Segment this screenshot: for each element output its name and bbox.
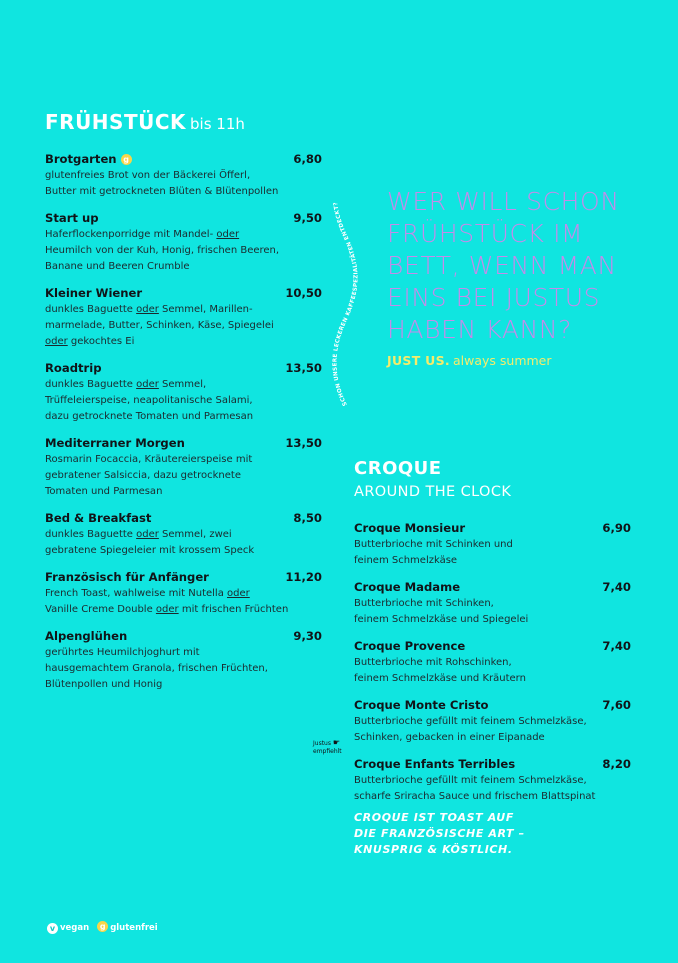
menu-item-head xyxy=(354,635,631,654)
croque-menu xyxy=(354,517,631,812)
description-line xyxy=(354,596,631,612)
menu-item-name-wrap xyxy=(354,694,488,713)
croque-note xyxy=(354,810,554,858)
wavy-text-path: SCHON UNSERE LECKEREN KAFFEESPEZIALITÄTEN ENTDECKT? xyxy=(332,201,360,407)
description-line xyxy=(45,602,322,618)
description-text: oder xyxy=(227,588,250,599)
description-text: oder xyxy=(216,229,240,240)
description-text: dunkles Baguette xyxy=(45,529,137,540)
menu-item-name-wrap xyxy=(45,625,127,644)
menu-item-name: Bed & Breakfast xyxy=(45,511,152,525)
description-text: dunkles Baguette xyxy=(45,304,137,315)
description-text: Vanille Creme Double xyxy=(45,604,156,615)
fruehstueck-title xyxy=(45,110,245,134)
menu-item xyxy=(45,148,322,200)
note-line: DIE FRANZÖSISCHE ART – xyxy=(354,827,525,840)
description-text: dazu getrocknete Tomaten und Parmesan xyxy=(45,411,254,422)
menu-item-description xyxy=(45,168,322,200)
menu-item-description xyxy=(354,655,631,687)
description-line xyxy=(354,789,631,805)
description-line xyxy=(45,645,322,661)
recommend-line2: empfiehlt xyxy=(313,748,342,755)
description-text: oder xyxy=(136,379,159,390)
description-text: gebratene Spiegeleier mit krossem Speck xyxy=(45,545,255,556)
description-text: Semmel, xyxy=(158,379,207,390)
menu-item-price: 9,50 xyxy=(293,211,322,225)
svg-text:SCHON UNSERE LECKEREN KAFFEESP xyxy=(332,202,359,407)
description-line xyxy=(45,543,322,559)
tagline xyxy=(387,353,552,368)
description-text: Haferflockenporridge mit Mandel- xyxy=(45,229,217,240)
description-text: Rosmarin Focaccia, Kräutereierspeise mit xyxy=(45,454,253,465)
description-text: Banane und Beeren Crumble xyxy=(45,261,190,272)
description-text: oder xyxy=(155,604,179,615)
menu-item-price: 11,20 xyxy=(285,570,322,584)
description-line xyxy=(45,302,322,318)
menu-item-description xyxy=(45,527,322,559)
menu-item xyxy=(354,576,631,628)
diet-legend xyxy=(47,921,166,934)
menu-item xyxy=(45,432,322,500)
vegan-icon: v xyxy=(47,923,58,934)
menu-item-description xyxy=(45,586,322,618)
description-text: gekochtes Ei xyxy=(67,336,135,347)
croque-subtitle: AROUND THE CLOCK xyxy=(354,484,512,500)
description-line xyxy=(45,661,322,677)
menu-item-price: 6,90 xyxy=(602,521,631,535)
menu-item-head xyxy=(45,507,322,526)
description-text: Butterbrioche mit Rohschinken, xyxy=(354,657,512,668)
menu-item-name: Croque Enfants Terribles xyxy=(354,757,516,771)
description-text: oder xyxy=(45,336,68,347)
menu-item-name: Kleiner Wiener xyxy=(45,286,143,300)
menu-item xyxy=(45,207,322,275)
description-text: feinem Schmelzkäse xyxy=(354,555,458,566)
menu-item-name-wrap xyxy=(45,282,142,301)
menu-item-head xyxy=(354,753,631,772)
menu-item-description xyxy=(45,302,322,350)
description-text: oder xyxy=(136,304,159,315)
description-line xyxy=(45,393,322,409)
menu-item xyxy=(45,357,322,425)
description-text: oder xyxy=(136,529,159,540)
description-text: Butter mit getrockneten Blüten & Blütenpollen xyxy=(45,186,279,197)
menu-item xyxy=(45,625,322,693)
description-line xyxy=(45,677,322,693)
croque-title: CROQUE xyxy=(354,458,442,479)
recommend-line1: Justus xyxy=(313,740,331,747)
description-line xyxy=(45,243,322,259)
brand-name: JUST US. xyxy=(387,353,450,368)
headline-quote: WER WILL SCHON FRÜHSTÜCK IM BETT, WENN MAN EINS BEI JUSTUS HABEN KANN? xyxy=(387,187,620,344)
menu-item-name-wrap xyxy=(354,576,460,595)
description-line xyxy=(45,586,322,602)
menu-item-name: Croque Monsieur xyxy=(354,521,466,535)
description-text: mit frischen Früchten xyxy=(178,604,289,615)
glutenfree-icon: g xyxy=(97,921,108,932)
description-line xyxy=(354,671,631,687)
menu-item xyxy=(45,566,322,618)
menu-item-price: 6,80 xyxy=(293,152,322,166)
menu-item-name-wrap xyxy=(354,753,515,772)
menu-item-name: Französisch für Anfänger xyxy=(45,570,209,584)
description-text: Heumilch von der Kuh, Honig, frischen Beeren, xyxy=(45,245,280,256)
menu-item-name: Start up xyxy=(45,211,99,225)
menu-item-description xyxy=(45,377,322,425)
description-text: Semmel, Marillen- xyxy=(158,304,253,315)
description-line xyxy=(45,168,322,184)
description-text: French Toast, wahlweise mit Nutella xyxy=(45,588,228,599)
menu-item-name-wrap xyxy=(45,357,102,376)
menu-item-name-wrap xyxy=(45,507,151,526)
fruehstueck-title-text: FRÜHSTÜCK xyxy=(45,110,187,134)
description-text: Blütenpollen und Honig xyxy=(45,679,163,690)
description-text: Butterbrioche gefüllt mit feinem Schmelzkäse, xyxy=(354,775,587,786)
description-text: feinem Schmelzkäse und Kräutern xyxy=(354,673,526,684)
menu-item-head xyxy=(45,357,322,376)
menu-item xyxy=(354,635,631,687)
menu-item-name: Roadtrip xyxy=(45,361,102,375)
menu-item xyxy=(354,694,631,746)
description-text: Tomaten und Parmesan xyxy=(45,486,163,497)
menu-item-name: Croque Madame xyxy=(354,580,461,594)
menu-item-head xyxy=(354,694,631,713)
description-line xyxy=(354,730,631,746)
menu-item-description xyxy=(45,452,322,500)
menu-item-name-wrap xyxy=(354,635,465,654)
description-line xyxy=(45,259,322,275)
menu-item-head xyxy=(45,432,322,451)
menu-item-name: Mediterraner Morgen xyxy=(45,436,185,450)
menu-item-head xyxy=(354,576,631,595)
description-line xyxy=(45,452,322,468)
description-line xyxy=(354,553,631,569)
menu-item-description xyxy=(354,537,631,569)
menu-item-head xyxy=(45,148,322,167)
tagline-text: always summer xyxy=(452,353,552,368)
menu-item-price: 9,30 xyxy=(293,629,322,643)
menu-item-description xyxy=(354,773,631,805)
description-line xyxy=(45,527,322,543)
description-text: Semmel, zwei xyxy=(158,529,232,540)
menu-item xyxy=(354,517,631,569)
description-text: Butterbrioche gefüllt mit feinem Schmelzkäse, xyxy=(354,716,587,727)
description-text: Trüffeleierspeise, neapolitanische Salami, xyxy=(45,395,253,406)
menu-item-description xyxy=(45,227,322,275)
menu-item-name: Croque Monte Cristo xyxy=(354,698,489,712)
description-line xyxy=(354,655,631,671)
description-line xyxy=(45,227,322,243)
pointing-hand-icon: ☛ xyxy=(332,738,341,747)
description-line xyxy=(354,612,631,628)
menu-item-name-wrap xyxy=(45,148,132,167)
menu-item-name-wrap xyxy=(45,566,209,585)
menu-item-price: 10,50 xyxy=(285,286,322,300)
description-line xyxy=(45,409,322,425)
menu-item-head xyxy=(45,625,322,644)
description-text: glutenfreies Brot von der Bäckerei Öfferl, xyxy=(45,170,251,181)
justus-recommends xyxy=(313,739,355,756)
menu-item-price: 13,50 xyxy=(285,361,322,375)
fruehstueck-suffix: bis 11h xyxy=(190,115,245,133)
menu-item-description xyxy=(354,714,631,746)
description-text: dunkles Baguette xyxy=(45,379,137,390)
description-text: gebratener Salsiccia, dazu getrocknete xyxy=(45,470,241,481)
menu-item xyxy=(45,282,322,350)
description-text: marmelade, Butter, Schinken, Käse, Spiegelei xyxy=(45,320,274,331)
description-text: Butterbrioche mit Schinken und xyxy=(354,539,513,550)
vegan-label: vegan xyxy=(60,923,90,933)
menu-item xyxy=(45,507,322,559)
fruehstueck-menu xyxy=(45,148,322,700)
description-text: hausgemachtem Granola, frischen Früchten, xyxy=(45,663,268,674)
menu-item-head xyxy=(45,282,322,301)
menu-item-name: Croque Provence xyxy=(354,639,466,653)
menu-item-price: 7,60 xyxy=(602,698,631,712)
menu-item-price: 7,40 xyxy=(602,580,631,594)
menu-item-price: 8,50 xyxy=(293,511,322,525)
description-line xyxy=(354,773,631,789)
menu-item xyxy=(354,753,631,805)
menu-item-name: Brotgarten xyxy=(45,152,117,166)
menu-item-description xyxy=(45,645,322,693)
note-line: CROQUE IST TOAST AUF xyxy=(354,811,514,824)
menu-item-description xyxy=(354,596,631,628)
description-text: scharfe Sriracha Sauce und frischem Blattspinat xyxy=(354,791,596,802)
menu-item-name-wrap xyxy=(354,517,465,536)
description-line xyxy=(45,318,322,334)
description-line xyxy=(45,334,322,350)
description-line xyxy=(45,184,322,200)
description-text: feinem Schmelzkäse und Spiegelei xyxy=(354,614,529,625)
menu-item-head xyxy=(45,566,322,585)
description-text: Butterbrioche mit Schinken, xyxy=(354,598,494,609)
description-line xyxy=(354,537,631,553)
menu-item-name-wrap xyxy=(45,207,99,226)
description-text: gerührtes Heumilchjoghurt mit xyxy=(45,647,200,658)
description-line xyxy=(45,484,322,500)
menu-item-price: 13,50 xyxy=(285,436,322,450)
note-line: KNUSPRIG & KÖSTLICH. xyxy=(354,843,513,856)
glutenfree-label: glutenfrei xyxy=(110,923,158,933)
menu-item-head xyxy=(354,517,631,536)
coffee-wavy-text xyxy=(325,110,365,410)
menu-item-price: 8,20 xyxy=(602,757,631,771)
menu-item-price: 7,40 xyxy=(602,639,631,653)
description-line xyxy=(45,468,322,484)
description-line xyxy=(45,377,322,393)
description-text: Schinken, gebacken in einer Eipanade xyxy=(354,732,545,743)
glutenfree-icon: g xyxy=(121,154,132,165)
menu-item-name: Alpenglühen xyxy=(45,629,128,643)
menu-item-head xyxy=(45,207,322,226)
menu-item-name-wrap xyxy=(45,432,185,451)
description-line xyxy=(354,714,631,730)
